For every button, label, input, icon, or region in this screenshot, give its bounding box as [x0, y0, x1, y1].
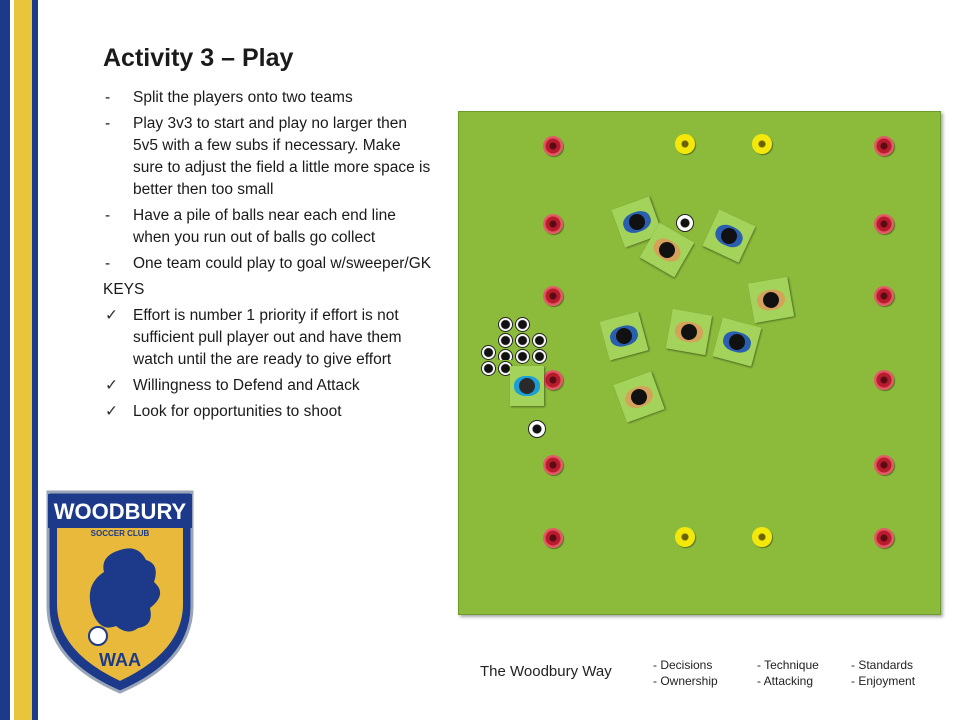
blue-player-icon: [713, 318, 762, 367]
soccer-ball-icon: [481, 361, 496, 376]
soccer-ball-icon: [532, 333, 547, 348]
blue-player-icon: [702, 209, 755, 262]
checkmark-icon: ✓: [105, 307, 118, 324]
red-cone-icon: [874, 214, 894, 234]
footer-tagline: The Woodbury Way: [480, 663, 612, 680]
coach-icon: [510, 366, 544, 406]
footer-tags-2: [757, 657, 819, 689]
list-item: [103, 401, 433, 423]
loose-ball: [526, 418, 548, 440]
red-cone-icon: [543, 528, 563, 548]
tan-player-icon: [613, 371, 664, 422]
red-cone-icon: [874, 286, 894, 306]
red-cone-icon: [543, 286, 563, 306]
tag-item: - Standards: [851, 658, 914, 672]
checkmark-icon: ✓: [105, 377, 118, 394]
bullet-text: Play 3v3 to start and play no larger then 5v5 with a few subs if necessary. Make sure to adjust the field a little more space is better then too small: [133, 115, 431, 198]
yellow-cone-icon: [752, 134, 772, 154]
yellow-cone-icon: [675, 527, 695, 547]
list-item: [103, 305, 433, 371]
list-item: [103, 375, 433, 397]
red-cone-icon: [543, 136, 563, 156]
stripe-blue-2: [32, 0, 38, 720]
left-stripes: [0, 0, 38, 720]
stripe-blue: [0, 0, 10, 720]
soccer-ball-icon: [528, 420, 546, 438]
key-text: Willingness to Defend and Attack: [133, 377, 360, 394]
stripe-gold: [14, 0, 32, 720]
red-cone-icon: [874, 370, 894, 390]
bullet-text: One team could play to goal w/sweeper/GK: [133, 255, 432, 272]
tan-player-icon: [666, 309, 712, 355]
bullet-text: Split the players onto two teams: [133, 89, 353, 106]
tag-item: - Enjoyment: [851, 674, 916, 688]
dash-marker: -: [105, 255, 111, 272]
dash-marker: -: [105, 207, 111, 224]
yellow-cone-icon: [675, 134, 695, 154]
soccer-ball-icon: [532, 349, 547, 364]
list-item: [103, 113, 433, 201]
woodbury-logo: [42, 486, 198, 696]
footer-tags-3: [851, 657, 915, 689]
soccer-ball-icon: [515, 317, 530, 332]
checkmark-icon: ✓: [105, 403, 118, 420]
blue-player-icon: [600, 312, 649, 361]
logo-sub: SOCCER CLUB: [90, 529, 150, 538]
dash-marker: -: [105, 115, 111, 132]
list-item: [103, 205, 433, 249]
logo-name: WOODBURY: [53, 499, 187, 524]
dash-marker: -: [105, 89, 111, 106]
instructions-list: [103, 87, 433, 427]
red-cone-icon: [543, 455, 563, 475]
red-cone-icon: [874, 528, 894, 548]
key-text: Look for opportunities to shoot: [133, 403, 342, 420]
tag-item: - Attacking: [757, 674, 814, 688]
soccer-ball-icon: [515, 333, 530, 348]
keys-heading: KEYS: [103, 281, 145, 298]
red-cone-icon: [874, 455, 894, 475]
tag-item: - Decisions: [653, 658, 713, 672]
soccer-ball-icon: [481, 345, 496, 360]
footer-tags-1: [653, 657, 718, 689]
slide-title: Activity 3 – Play: [103, 44, 294, 72]
soccer-ball-icon: [676, 214, 694, 232]
red-cone-icon: [874, 136, 894, 156]
list-item: [103, 87, 433, 109]
tag-item: - Ownership: [653, 674, 718, 688]
bullet-text: Have a pile of balls near each end line when you run out of balls go collect: [133, 207, 396, 246]
key-text: Effort is number 1 priority if effort is not sufficient pull player out and have them watch until the are ready to give effort: [133, 307, 402, 368]
red-cone-icon: [543, 214, 563, 234]
list-item: [103, 253, 433, 275]
soccer-ball-icon: [89, 627, 107, 645]
logo-initials: WAA: [99, 650, 141, 670]
soccer-ball-icon: [498, 317, 513, 332]
yellow-cone-icon: [752, 527, 772, 547]
tag-item: - Technique: [757, 658, 819, 672]
soccer-ball-icon: [498, 333, 513, 348]
soccer-ball-icon: [515, 349, 530, 364]
tan-player-icon: [748, 277, 794, 323]
